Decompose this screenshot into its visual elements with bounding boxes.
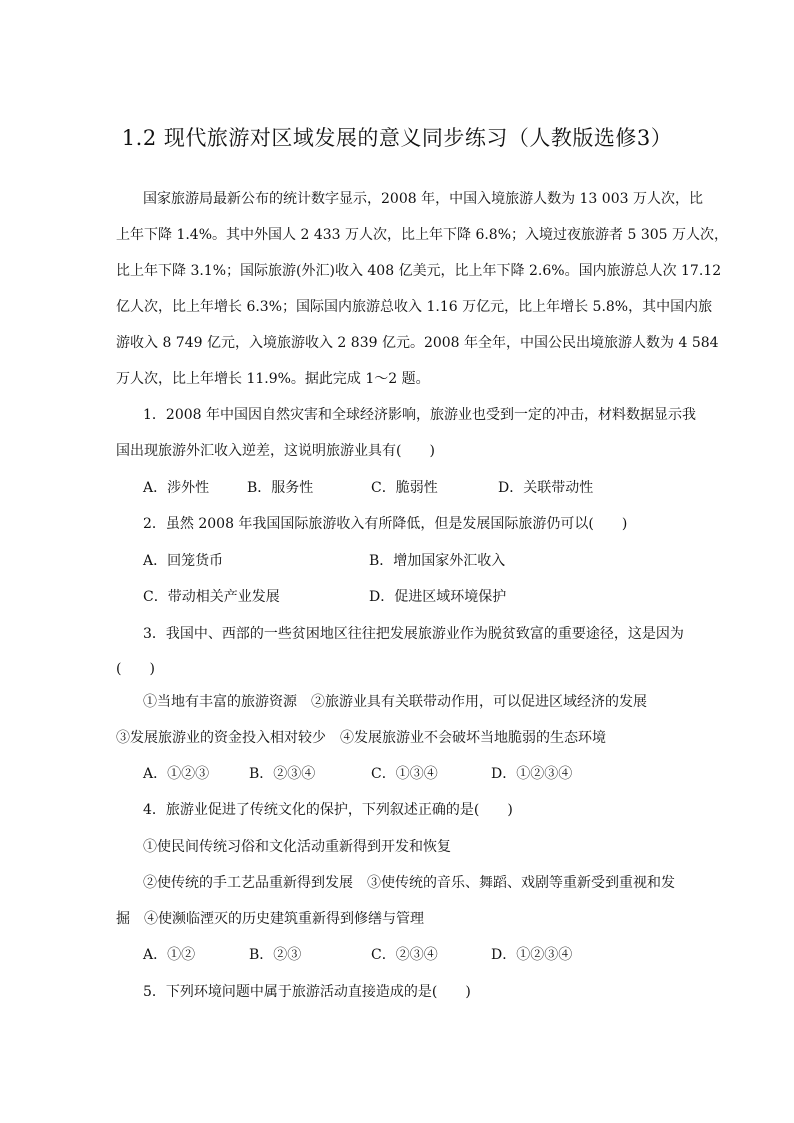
question-3-stem: 3．我国中、西部的一些贫困地区往往把发展旅游业作为脱贫致富的重要途径，这是因为 (143, 626, 684, 642)
option-d: D．促进区域环境保护 (369, 589, 507, 605)
option-c: C．②③④ (371, 947, 438, 963)
option-a: A．①② (143, 947, 196, 963)
option-a: A．①②③ (143, 766, 210, 782)
question-3-item: ③发展旅游业的资金投入相对较少 ④发展旅游业不会破坏当地脆弱的生态环境 (116, 730, 606, 746)
option-a: A．涉外性 (143, 480, 210, 496)
option-b: B．②③④ (249, 766, 316, 782)
question-1-stem: 国出现旅游外汇收入逆差，这说明旅游业具有( ) (116, 443, 435, 459)
question-2-stem: 2．虽然 2008 年我国国际旅游收入有所降低，但是发展国际旅游仍可以( ) (143, 516, 628, 532)
option-b: B．服务性 (247, 480, 314, 496)
intro-line: 国家旅游局最新公布的统计数字显示，2008 年，中国入境旅游人数为 13 003 万人次，比 (143, 191, 703, 207)
option-d: D．①②③④ (491, 766, 573, 782)
question-4-item: ①使民间传统习俗和文化活动重新得到开发和恢复 (143, 839, 451, 855)
intro-line: 上年下降 1.4%。其中外国人 2 433 万人次，比上年下降 6.8%；入境过夜旅游者 5 305 万人次， (116, 227, 728, 243)
option-d: D．①②③④ (491, 947, 573, 963)
intro-line: 比上年下降 3.1%；国际旅游(外汇)收入 408 亿美元，比上年下降 2.6%。国内旅游总人次 17.12 (116, 263, 722, 279)
option-c: C．脆弱性 (371, 480, 438, 496)
question-4-item: ②使传统的手工艺品重新得到发展 ③使传统的音乐、舞蹈、戏剧等重新受到重视和发 (143, 875, 675, 891)
page-title: 1.2 现代旅游对区域发展的意义同步练习（人教版选修3） (121, 126, 673, 150)
option-a: A．回笼货币 (143, 553, 224, 569)
question-4-stem: 4．旅游业促进了传统文化的保护，下列叙述正确的是( ) (143, 802, 513, 818)
intro-line: 游收入 8 749 亿元，入境旅游收入 2 839 亿元。2008 年全年，中国公民出境旅游人数为 4 584 (116, 335, 719, 351)
option-b: B．增加国家外汇收入 (369, 553, 506, 569)
option-c: C．①③④ (371, 766, 438, 782)
option-b: B．②③ (249, 947, 302, 963)
question-3-stem: ( ) (116, 661, 155, 677)
question-3-item: ①当地有丰富的旅游资源 ②旅游业具有关联带动作用，可以促进区域经济的发展 (143, 694, 647, 710)
intro-line: 万人次，比上年增长 11.9%。据此完成 1～2 题。 (116, 371, 430, 387)
option-d: D．关联带动性 (498, 480, 594, 496)
question-5-stem: 5．下列环境问题中属于旅游活动直接造成的是( ) (143, 984, 471, 1000)
intro-line: 亿人次，比上年增长 6.3%；国际国内旅游总收入 1.16 万亿元，比上年增长 5.8%，其中国内旅 (116, 299, 713, 315)
question-1-stem: 1．2008 年中国因自然灾害和全球经济影响，旅游业也受到一定的冲击，材料数据显示我 (143, 407, 696, 423)
option-c: C．带动相关产业发展 (143, 589, 280, 605)
question-4-item: 掘 ④使濒临湮灭的历史建筑重新得到修缮与管理 (116, 911, 424, 927)
